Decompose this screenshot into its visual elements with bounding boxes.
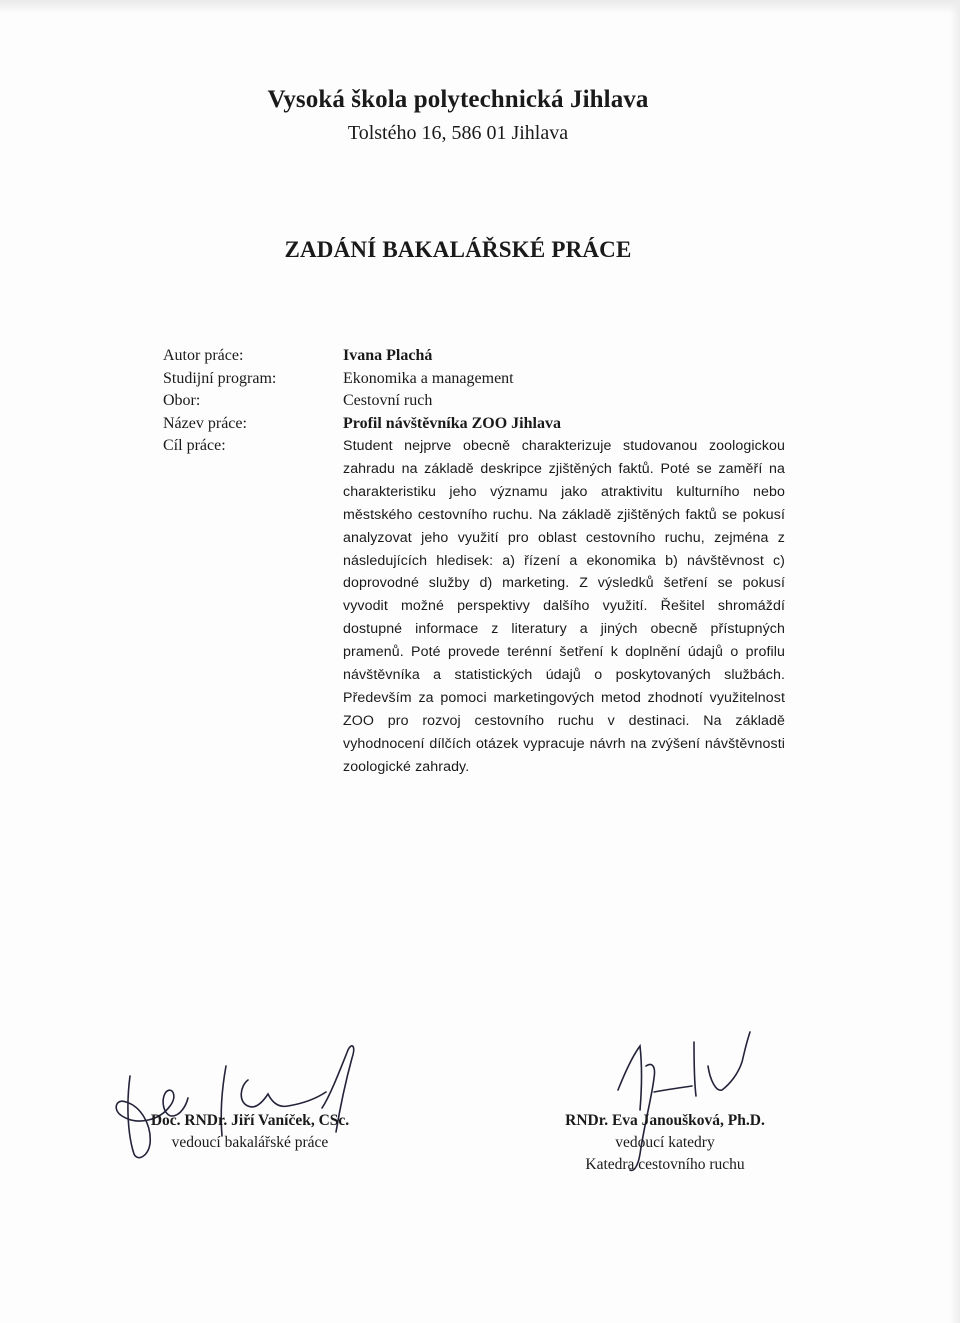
department-head-role: vedoucí katedry [615, 1134, 715, 1151]
supervisor-signature-block [120, 1110, 380, 1154]
author-value: Ivana Plachá [343, 347, 433, 364]
program-value: Ekonomika a management [343, 369, 514, 387]
scan-shadow-top [0, 0, 960, 14]
field-values [343, 345, 785, 779]
thesis-title-value: Profil návštěvníka ZOO Jihlava [343, 414, 561, 432]
supervisor-role: vedoucí bakalářské práce [171, 1134, 329, 1151]
department-head-signature-block [540, 1110, 790, 1176]
school-address: Tolstého 16, 586 01 Jihlava [347, 122, 569, 144]
goal-text: Student nejprve obecně charakterizuje studovanou zoologickou zahradu na základě deskripce zjištěných faktů. Poté se zaměří na charakteristiku jeho významu jako atraktivitu kulturního nebo městského cestovního ruchu. Na základě zjištěných faktů se pokusí analyzovat jeho využití pro oblast cestovního ruchu, zejména z následujících hledisek: a) řízení a ekonomika b) návštěvnost c) doprovodné služby d) marketing. Z výsledků šetření se pokusí vyvodit možné perspektivy dalšího využití. Řešitel shromáždí dostupné informace z literatury a jiných obecně přístupných pramenů. Poté provede terénní šetření k doplnění údajů o profilu návštěvníka a statistických údajů o poskytovaných službách. Především za pomoci marketingových metod zhodnotí využitelnost ZOO pro rozvoj cestovního ruchu v destinaci. Na základě vyhodnocení dílčích otázek vypracuje návrh na zvýšení návštěvnosti zoologické zahrady. [343, 438, 785, 775]
school-name: Vysoká škola polytechnická Jihlava [267, 86, 649, 113]
supervisor-name: Doc. RNDr. Jiří Vaníček, CSc. [150, 1112, 350, 1129]
department-name: Katedra cestovního ruchu [585, 1156, 745, 1173]
document-title: ZADÁNÍ BAKALÁŘSKÉ PRÁCE [284, 237, 632, 262]
field-labels [163, 345, 276, 458]
author-label: Autor práce: [163, 347, 244, 364]
field-label: Obor: [163, 392, 201, 409]
program-label: Studijní program: [163, 369, 277, 387]
department-head-name: RNDr. Eva Janoušková, Ph.D. [565, 1112, 765, 1129]
thesis-title-label: Název práce: [163, 414, 247, 432]
scan-shadow-right [950, 0, 960, 1323]
goal-label: Cíl práce: [163, 437, 226, 454]
field-value: Cestovní ruch [343, 392, 433, 409]
